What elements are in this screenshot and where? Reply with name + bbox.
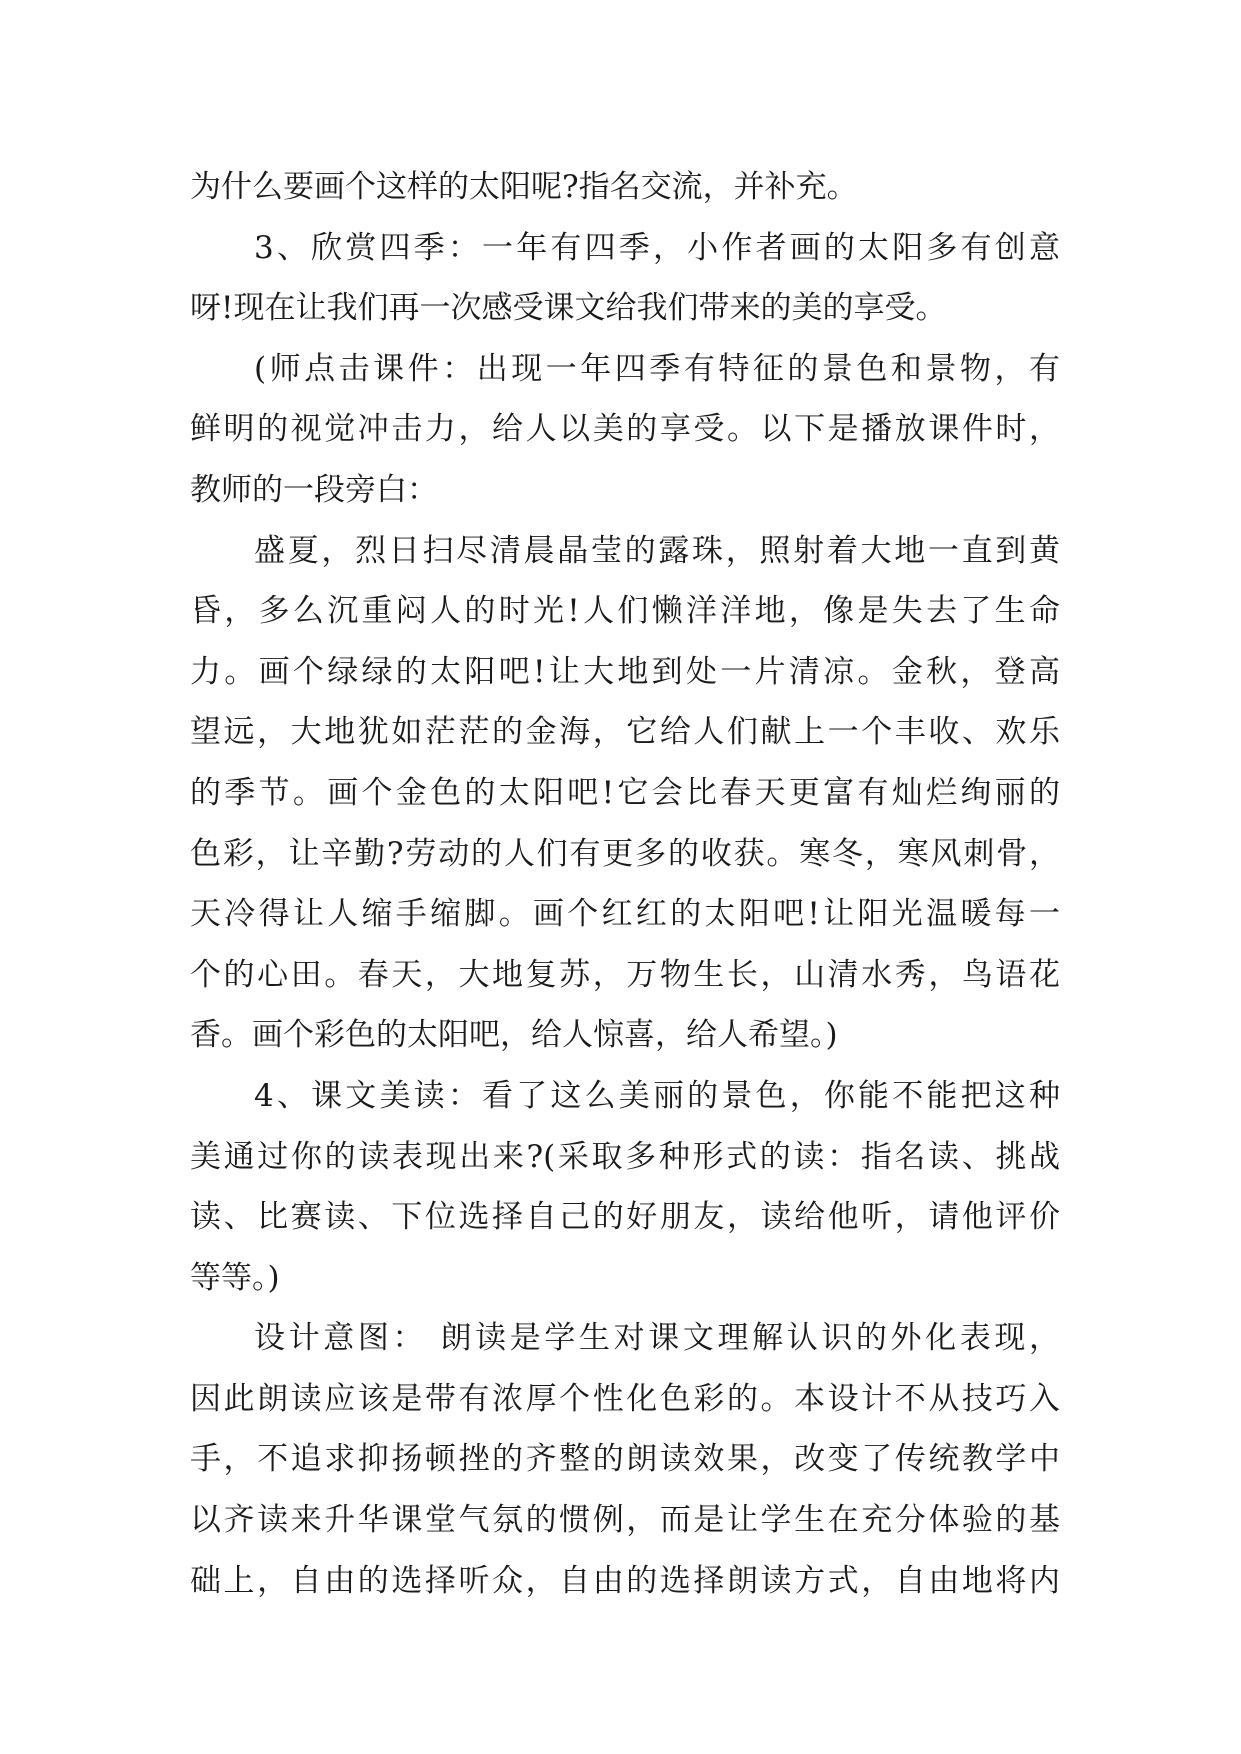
document-body <box>190 157 1060 1611</box>
text-line: 昏，多么沉重闷人的时光!人们懒洋洋地，像是失去了生命 <box>190 593 1060 630</box>
text-line: 手，不追求抑扬顿挫的齐整的朗读效果，改变了传统教学中 <box>190 1441 1060 1478</box>
text-line: 的季节。画个金色的太阳吧!它会比春天更富有灿烂绚丽的 <box>190 774 1060 811</box>
text-line: 4、课文美读：看了这么美丽的景色，你能不能把这种 <box>254 1077 1060 1114</box>
text-line: 读、比赛读、下位选择自己的好朋友，读给他听，请他评价 <box>190 1199 1060 1236</box>
text-line: 以齐读来升华课堂气氛的惯例，而是让学生在充分体验的基 <box>190 1502 1060 1539</box>
text-line: 等等。) <box>190 1259 280 1296</box>
text-line: 个的心田。春天，大地复苏，万物生长，山清水秀，鸟语花 <box>190 956 1060 993</box>
text-line: 美通过你的读表现出来?(采取多种形式的读：指名读、挑战 <box>190 1138 1060 1175</box>
text-line: 鲜明的视觉冲击力，给人以美的享受。以下是播放课件时， <box>190 411 1060 448</box>
text-line: 3、欣赏四季：一年有四季，小作者画的太阳多有创意 <box>254 229 1060 266</box>
text-line: 设计意图： 朗读是学生对课文理解认识的外化表现， <box>254 1320 1060 1357</box>
text-line: 色彩，让辛勤?劳动的人们有更多的收获。寒冬，寒风刺骨， <box>190 835 1060 872</box>
text-line: 础上，自由的选择听众，自由的选择朗读方式，自由地将内 <box>190 1562 1060 1599</box>
text-line: 天冷得让人缩手缩脚。画个红红的太阳吧!让阳光温暖每一 <box>190 896 1060 933</box>
text-line: 为什么要画个这样的太阳呢?指名交流，并补充。 <box>190 169 858 205</box>
text-line: 教师的一段旁白： <box>190 471 438 508</box>
text-line: (师点击课件：出现一年四季有特征的景色和景物，有 <box>254 350 1060 387</box>
text-line: 望远，大地犹如茫茫的金海，它给人们献上一个丰收、欢乐 <box>190 714 1060 751</box>
text-line: 因此朗读应该是带有浓厚个性化色彩的。本设计不从技巧入 <box>190 1380 1060 1417</box>
text-line: 力。画个绿绿的太阳吧!让大地到处一片清凉。金秋，登高 <box>190 653 1060 690</box>
text-line: 盛夏，烈日扫尽清晨晶莹的露珠，照射着大地一直到黄 <box>254 532 1060 569</box>
text-line: 呀!现在让我们再一次感受课文给我们带来的美的享受。 <box>190 290 947 327</box>
text-line: 香。画个彩色的太阳吧，给人惊喜，给人希望。) <box>190 1017 838 1054</box>
